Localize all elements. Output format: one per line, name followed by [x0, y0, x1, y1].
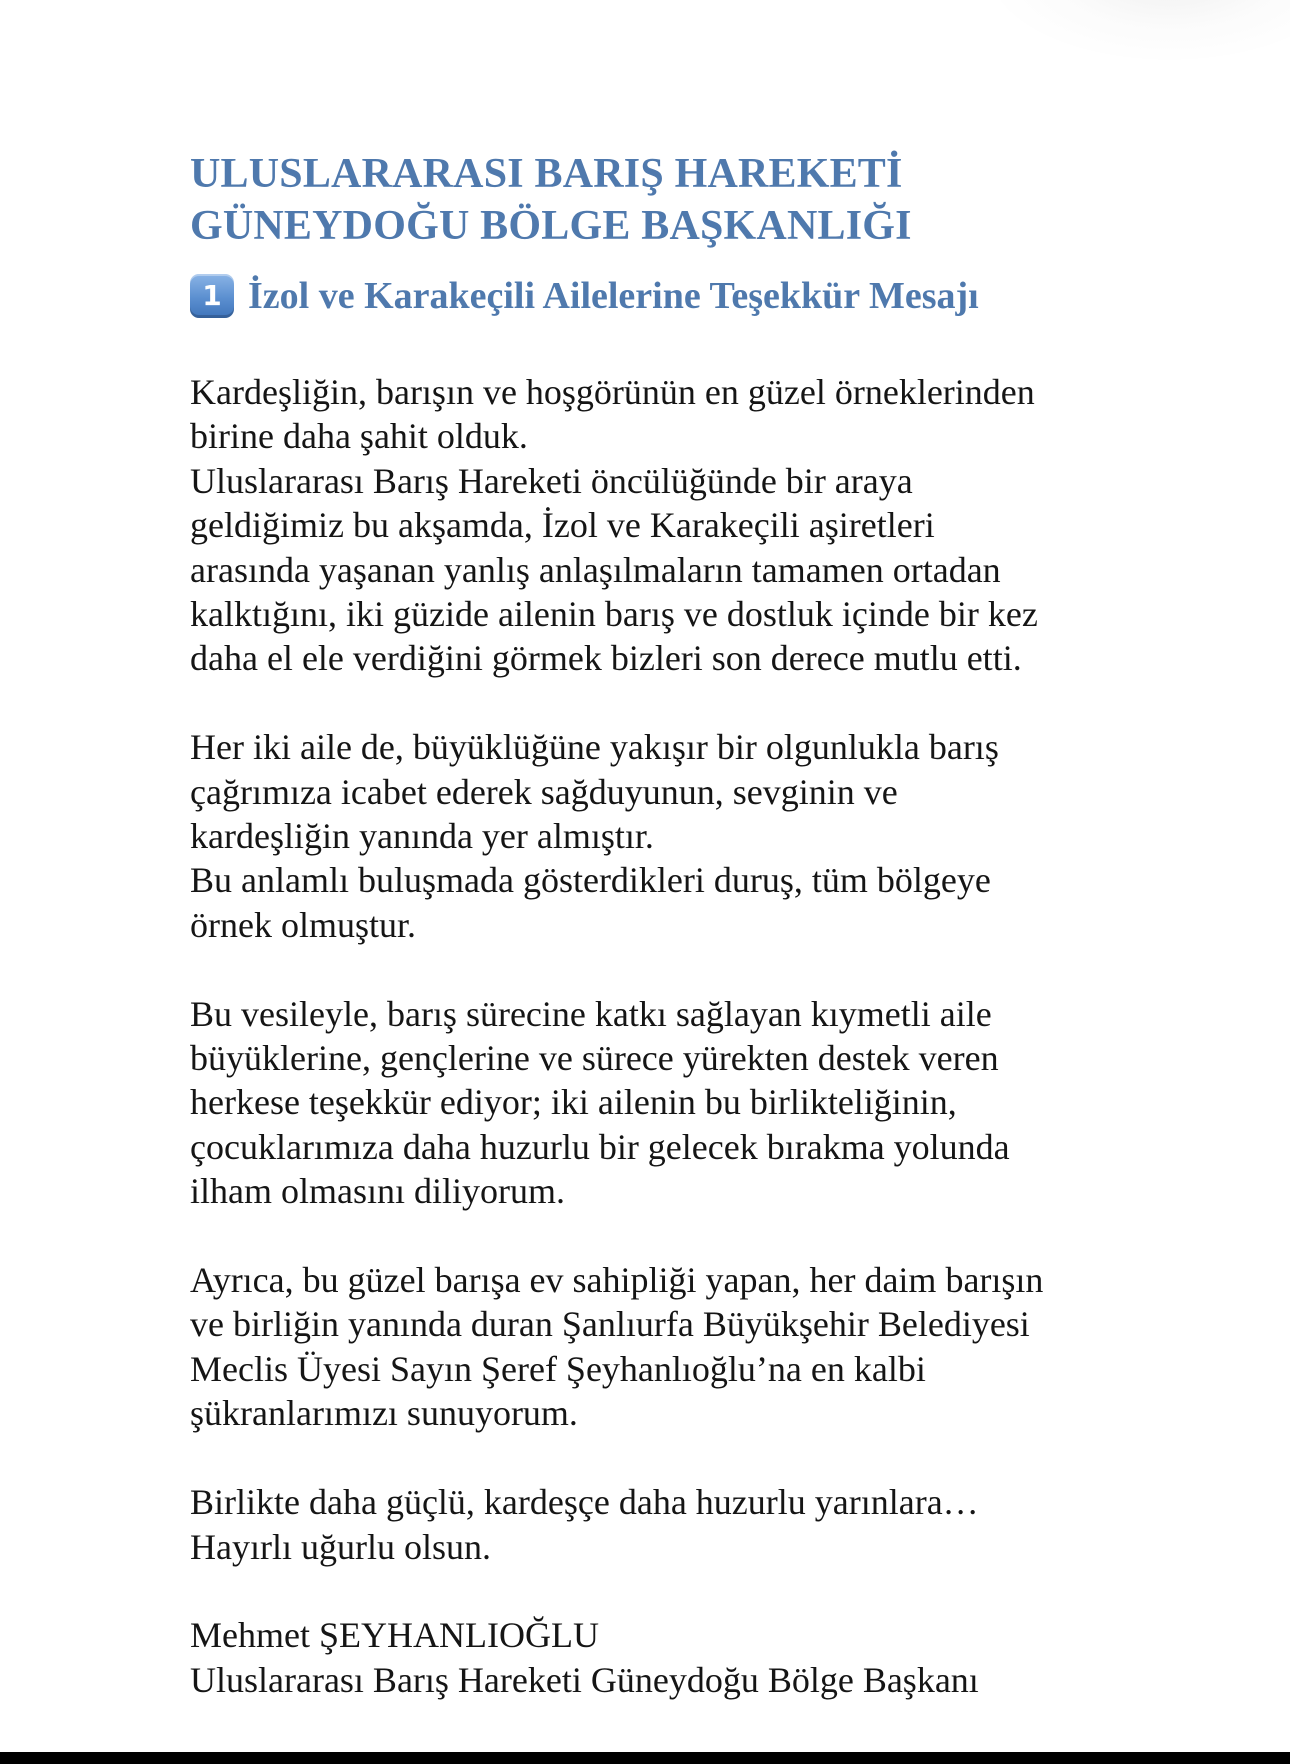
text-line: daha el ele verdiğini görmek bizleri son derece mutlu etti.	[190, 638, 1022, 679]
text-line: Her iki aile de, büyüklüğüne yakışır bir olgunlukla barış	[190, 727, 999, 768]
subtitle-text: İzol ve Karakeçili Ailelerine Teşekkür Mesajı	[248, 275, 979, 317]
paragraph-5	[190, 1480, 1190, 1569]
text-line: Ayrıca, bu güzel barışa ev sahipliği yapan, her daim barışın	[190, 1260, 1044, 1301]
text-line: Uluslararası Barış Hareketi öncülüğünde bir araya	[190, 460, 913, 501]
text-line: ilham olmasını diliyorum.	[190, 1171, 565, 1212]
corner-shadow	[990, 0, 1290, 60]
title-line-1: ULUSLARARASI BARIŞ HAREKETİ	[190, 151, 903, 197]
signature-role: Uluslararası Barış Hareketi Güneydoğu Bölge Başkanı	[190, 1659, 979, 1700]
text-line: geldiğimiz bu akşamda, İzol ve Karakeçili aşiretleri	[190, 505, 935, 546]
message-text	[190, 370, 1190, 1702]
text-line: Hayırlı uğurlu olsun.	[190, 1526, 491, 1567]
paragraph-1	[190, 370, 1190, 681]
text-line: ve birliğin yanında duran Şanlıurfa Büyükşehir Belediyesi	[190, 1304, 1030, 1345]
message-subtitle	[190, 272, 1190, 320]
text-line: kardeşliğin yanında yer almıştır.	[190, 816, 654, 857]
text-line: çocuklarımıza daha huzurlu bir gelecek bırakma yolunda	[190, 1126, 1010, 1167]
text-line: herkese teşekkür ediyor; iki ailenin bu birlikteliğinin,	[190, 1082, 957, 1123]
text-line: birine daha şahit olduk.	[190, 416, 528, 457]
title-line-2: GÜNEYDOĞU BÖLGE BAŞKANLIĞI	[190, 203, 912, 249]
text-line: arasında yaşanan yanlış anlaşılmaların tamamen ortadan	[190, 549, 1001, 590]
text-line: Kardeşliğin, barışın ve hoşgörünün en güzel örneklerinden	[190, 372, 1035, 412]
bottom-edge-bar	[0, 1752, 1290, 1764]
text-line: kalktığını, iki güzide ailenin barış ve dostluk içinde bir kez	[190, 594, 1038, 635]
paragraph-2	[190, 725, 1190, 947]
paragraph-4	[190, 1258, 1190, 1436]
organization-title	[190, 148, 1190, 252]
document-body	[190, 148, 1190, 1702]
paragraph-3	[190, 992, 1190, 1214]
text-line: şükranlarımızı sunuyorum.	[190, 1393, 578, 1434]
text-line: Meclis Üyesi Sayın Şeref Şeyhanlıoğlu’na en kalbi	[190, 1348, 926, 1389]
text-line: büyüklerine, gençlerine ve sürece yürekten destek veren	[190, 1038, 999, 1079]
signature-block	[190, 1613, 1190, 1702]
text-line: Bu anlamlı buluşmada gösterdikleri duruş, tüm bölgeye	[190, 860, 991, 901]
signature-name: Mehmet ŞEYHANLIOĞLU	[190, 1615, 599, 1656]
text-line: çağrımıza icabet ederek sağduyunun, sevginin ve	[190, 771, 898, 812]
text-line: Bu vesileyle, barış sürecine katkı sağlayan kıymetli aile	[190, 993, 992, 1034]
keycap-one-icon: 1	[190, 274, 234, 318]
text-line: Birlikte daha güçlü, kardeşçe daha huzurlu yarınlara…	[190, 1482, 979, 1523]
text-line: örnek olmuştur.	[190, 904, 416, 945]
